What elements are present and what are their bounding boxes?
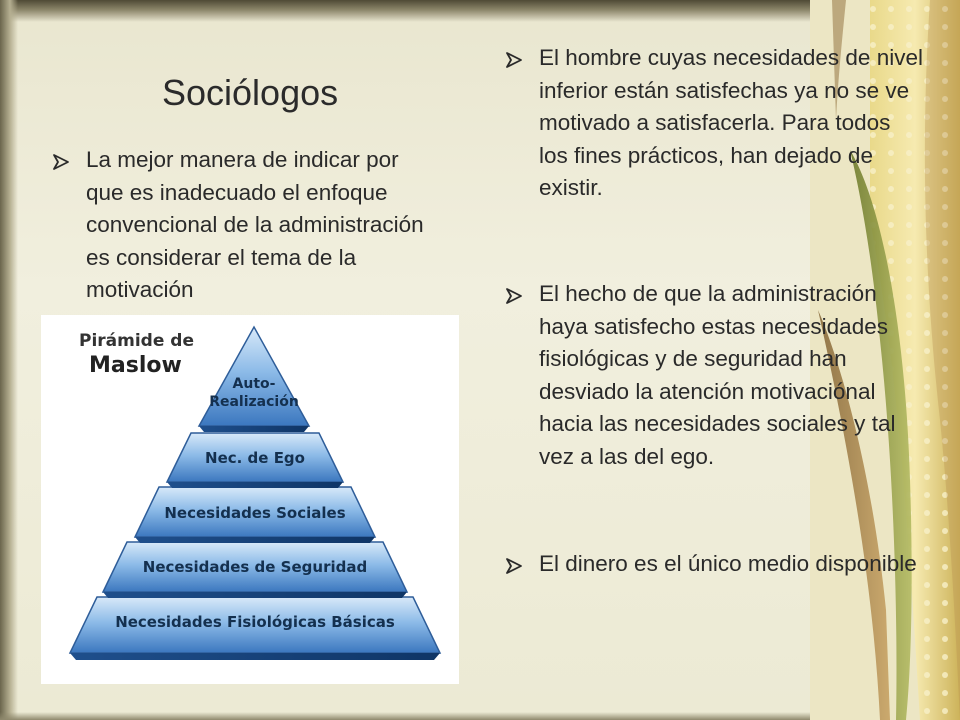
arrow-bullet-icon (505, 42, 539, 69)
right-bullet (505, 278, 925, 473)
left-bullet-text: La mejor manera de indicar por que es inadecuado el enfoque convencional de la administración es considerar el tema de la motivación (86, 147, 424, 302)
slide-title: Sociólogos (162, 72, 339, 113)
arrow-bullet-icon (505, 278, 539, 305)
right-bullet (505, 548, 925, 581)
right-bullet-text: El hombre cuyas necesidades de nivel inferior están satisfechas ya no se ve motivado a satisfacerla. Para todos los fines prácticos, han dejado de existir. (539, 45, 923, 200)
maslow-pyramid-image (41, 315, 459, 684)
right-bullet (505, 42, 925, 205)
left-bullet (52, 144, 437, 307)
tier-label-safety: Necesidades de Seguridad (142, 558, 368, 576)
tier-label-self-actualization (209, 375, 299, 411)
pyramid-caption: Pirámide de (79, 331, 194, 351)
tier-label-line: Realización (209, 394, 299, 410)
arrow-bullet-icon (52, 144, 86, 171)
tier-label-ego: Nec. de Ego (205, 449, 305, 467)
right-bullet-text: El hecho de que la administración haya satisfecho estas necesidades fisiológicas y de seguridad han desviado la atención motivaciónal hacia las necesidades sociales y tal vez a las del ego. (539, 281, 896, 469)
pyramid-caption-title: Maslow (89, 353, 182, 378)
tier-label-social: Necesidades Sociales (164, 504, 346, 522)
tier-label-line: Auto- (232, 376, 276, 392)
tier-label-physiological: Necesidades Fisiológicas Básicas (115, 613, 395, 631)
frame-left (0, 0, 18, 720)
arrow-bullet-icon (505, 548, 539, 575)
right-bullet-text: El dinero es el único medio disponible (539, 551, 917, 576)
